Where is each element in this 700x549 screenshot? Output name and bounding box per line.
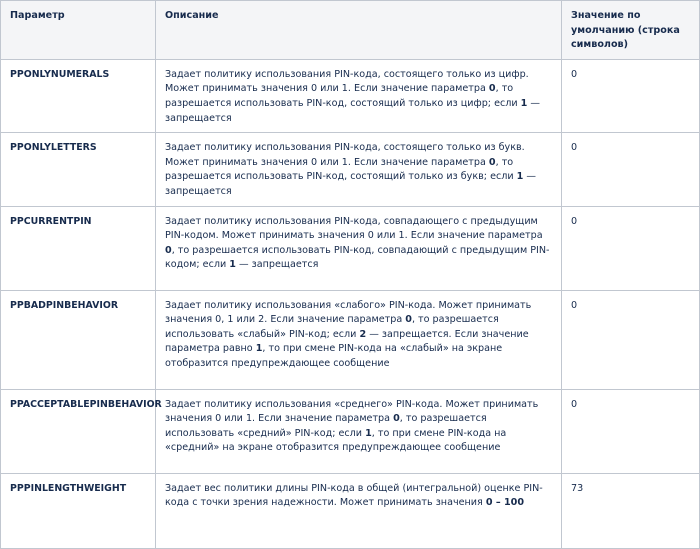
header-param: Параметр [1,1,156,60]
description-text: Задает политику использования PIN-кода, совпадающего с предыдущим PIN-кодом. Может принимать значения 0 или 1. Если значение параметра [165,215,543,242]
emphasis-value: 1 [255,343,263,355]
description-text: Задает политику использования «слабого» PIN-кода. Может принимать значения 0, 1 или 2. Если значение параметра [165,299,532,326]
header-default-value: Значение по умолчанию (строка символов) [562,1,700,60]
param-description [156,133,562,206]
param-default: 0 [562,206,700,290]
description-text: Задает политику использования PIN-кода, состоящего только из цифр. Может принимать значения 0 или 1. Если значение параметра [165,68,529,95]
description-text: , то разрешается использовать «слабый» PIN-код; если [165,314,499,340]
param-name: PPPINLENGTHWEIGHT [1,473,156,548]
description-text: , то разрешается использовать PIN-код, состоящий только из букв; если [165,156,517,183]
description-text: , то разрешается использовать PIN-код, состоящий только из цифр; если [165,83,521,109]
param-name: PPONLYLETTERS [1,133,156,206]
param-default: 73 [562,473,700,548]
param-default: 0 [562,389,700,473]
param-default: 0 [562,59,700,132]
emphasis-value: 0 [488,83,496,95]
param-description [156,389,562,473]
description-text: Задает политику использования PIN-кода, состоящего только из букв. Может принимать значения 0 или 1. Если значение параметра [165,142,525,168]
emphasis-value: 2 [359,328,367,340]
emphasis-value: 0 [165,244,172,256]
description-text: — запрещается. Если значение параметра равно [165,328,529,355]
table-header-row [1,1,700,60]
description-text: , то при смене PIN-кода на «средний» на экране отобразится предупреждающее сообщение [165,427,507,454]
emphasis-value: 0 [405,314,412,326]
table-row [1,473,700,548]
param-description [156,206,562,290]
description-text: , то разрешается использовать «средний» PIN-код; если [165,413,487,439]
description-text: — запрещается [165,171,537,197]
emphasis-value: 1 [520,97,528,109]
emphasis-value: 0 [488,156,496,168]
emphasis-value: 0 [393,413,400,425]
param-default: 0 [562,290,700,389]
param-name: PPONLYNUMERALS [1,59,156,132]
emphasis-value: 1 [229,259,236,271]
param-name: PPBADPINBEHAVIOR [1,290,156,389]
emphasis-value: 1 [516,171,524,183]
param-default: 0 [562,133,700,206]
param-name: PPCURRENTPIN [1,206,156,290]
table-row [1,389,700,473]
table-row [1,290,700,389]
description-text: , то при смене PIN-кода на «слабый» на экране отобразится предупреждающее сообщение [165,343,503,369]
emphasis-value: 0 – 100 [485,497,525,509]
table-row [1,206,700,290]
description-text: , то разрешается использовать PIN-код, совпадающий с предыдущим PIN-кодом; если [165,244,550,271]
table-row [1,59,700,132]
param-description [156,473,562,548]
param-description [156,59,562,132]
header-description: Описание [156,1,562,60]
description-text: — запрещается [165,97,541,124]
param-name: PPACCEPTABLEPINBEHAVIOR [1,389,156,473]
table-row [1,133,700,206]
description-text: Задает вес политики длины PIN-кода в общей (интегральной) оценке PIN-кода с точки зрения надежности. Может принимать значения [165,482,543,509]
description-text: Задает политику использования «среднего» PIN-кода. Может принимать значения 0 или 1. Если значение параметра [165,398,539,425]
description-text: — запрещается [235,259,319,271]
emphasis-value: 1 [365,427,372,439]
param-description [156,290,562,389]
